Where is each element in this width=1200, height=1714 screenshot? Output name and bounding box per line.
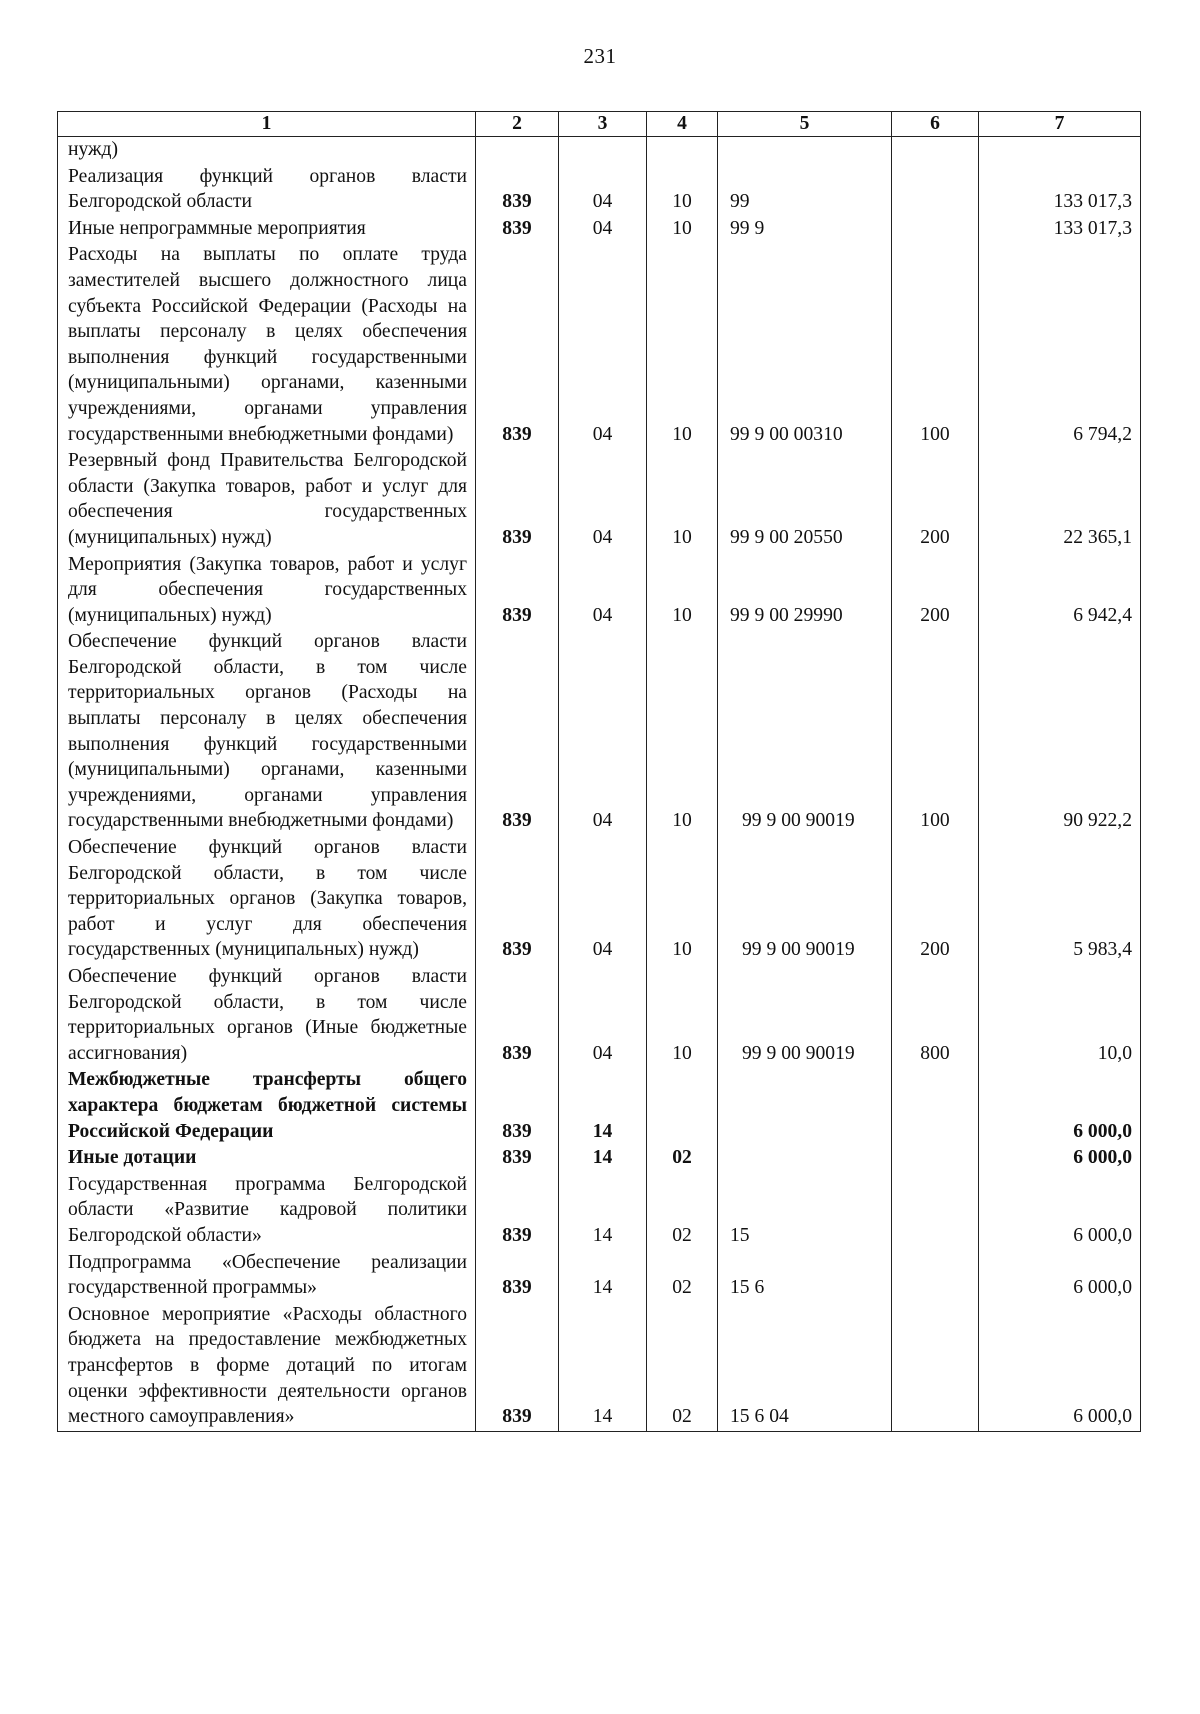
row-target-article-cell: 99 9 00 90019	[718, 835, 892, 964]
row-gr-code-cell: 839	[476, 835, 559, 964]
table-row	[58, 1145, 1141, 1172]
row-section-code-cell: 04	[559, 964, 647, 1067]
row-expense-type-cell	[892, 1145, 979, 1172]
table-row	[58, 242, 1141, 448]
row-gr-code-cell: 839	[476, 1145, 559, 1172]
row-expense-type-cell: 100	[892, 629, 979, 835]
column-header-2: 2	[476, 112, 559, 137]
row-section-code-cell: 14	[559, 1250, 647, 1302]
row-target-article-cell: 99 9 00 90019	[718, 629, 892, 835]
row-target-article-cell: 15 6 04	[718, 1302, 892, 1431]
row-name-cell: Основное мероприятие «Расходы областного бюджета на предоставление межбюджетных трансфертов в форме дотаций по итогам оценки эффективности деятельности органов местного самоуправления»	[58, 1302, 476, 1431]
table-row	[58, 1067, 1141, 1145]
row-expense-type-cell: 200	[892, 448, 979, 551]
row-amount-cell: 90 922,2	[979, 629, 1141, 835]
row-expense-type-cell: 200	[892, 552, 979, 630]
row-target-article-cell: 99 9 00 20550	[718, 448, 892, 551]
row-amount-cell: 6 000,0	[979, 1302, 1141, 1431]
row-name-cell: Межбюджетные трансферты общего характера бюджетам бюджетной системы Российской Федерации	[58, 1067, 476, 1145]
row-subsection-code-cell: 02	[647, 1250, 718, 1302]
row-section-code-cell: 04	[559, 629, 647, 835]
row-section-code-cell: 14	[559, 1067, 647, 1145]
row-subsection-code-cell: 10	[647, 448, 718, 551]
row-subsection-code-cell	[647, 137, 718, 164]
row-name-cell: Иные непрограммные мероприятия	[58, 216, 476, 243]
row-expense-type-cell	[892, 1250, 979, 1302]
row-gr-code-cell: 839	[476, 552, 559, 630]
row-amount-cell: 5 983,4	[979, 835, 1141, 964]
row-subsection-code-cell: 10	[647, 242, 718, 448]
table-body	[58, 137, 1141, 1432]
row-section-code-cell: 04	[559, 448, 647, 551]
row-expense-type-cell	[892, 1172, 979, 1250]
row-gr-code-cell: 839	[476, 242, 559, 448]
table-row	[58, 1302, 1141, 1431]
row-gr-code-cell: 839	[476, 1067, 559, 1145]
row-expense-type-cell: 100	[892, 242, 979, 448]
row-name-cell: Обеспечение функций органов власти Белгородской области, в том числе территориальных органов (Иные бюджетные ассигнования)	[58, 964, 476, 1067]
row-expense-type-cell: 200	[892, 835, 979, 964]
table-row	[58, 216, 1141, 243]
row-target-article-cell: 15	[718, 1172, 892, 1250]
row-target-article-cell	[718, 1145, 892, 1172]
budget-table	[57, 111, 1141, 1432]
row-name-cell: нужд)	[58, 137, 476, 164]
row-target-article-cell	[718, 137, 892, 164]
row-gr-code-cell: 839	[476, 964, 559, 1067]
row-gr-code-cell: 839	[476, 1302, 559, 1431]
table-row	[58, 629, 1141, 835]
table-row	[58, 835, 1141, 964]
row-gr-code-cell: 839	[476, 1250, 559, 1302]
row-subsection-code-cell: 10	[647, 552, 718, 630]
row-subsection-code-cell: 10	[647, 164, 718, 216]
row-expense-type-cell	[892, 164, 979, 216]
row-expense-type-cell	[892, 137, 979, 164]
row-amount-cell: 6 000,0	[979, 1145, 1141, 1172]
row-section-code-cell: 14	[559, 1302, 647, 1431]
row-section-code-cell: 14	[559, 1145, 647, 1172]
table-row	[58, 964, 1141, 1067]
column-header-4: 4	[647, 112, 718, 137]
row-gr-code-cell: 839	[476, 164, 559, 216]
row-name-cell: Реализация функций органов власти Белгородской области	[58, 164, 476, 216]
row-gr-code-cell: 839	[476, 448, 559, 551]
table-row	[58, 1250, 1141, 1302]
column-header-5: 5	[718, 112, 892, 137]
row-name-cell: Расходы на выплаты по оплате труда заместителей высшего должностного лица субъекта Российской Федерации (Расходы на выплаты персоналу в целях обеспечения выполнения функций государственными (муниципальными) органами, казенными учреждениями, органами управления государственными внебюджетными фондами)	[58, 242, 476, 448]
table-row	[58, 1172, 1141, 1250]
row-section-code-cell: 14	[559, 1172, 647, 1250]
table-row	[58, 137, 1141, 164]
row-amount-cell: 6 000,0	[979, 1067, 1141, 1145]
row-subsection-code-cell: 10	[647, 964, 718, 1067]
row-subsection-code-cell: 10	[647, 629, 718, 835]
column-header-7: 7	[979, 112, 1141, 137]
table-row	[58, 448, 1141, 551]
row-name-cell: Обеспечение функций органов власти Белгородской области, в том числе территориальных органов (Расходы на выплаты персоналу в целях обеспечения выполнения функций государственными (муниципальными) органами, казенными учреждениями, органами управления государственными внебюджетными фондами)	[58, 629, 476, 835]
header-row	[58, 112, 1141, 137]
row-amount-cell: 6 000,0	[979, 1172, 1141, 1250]
row-subsection-code-cell: 02	[647, 1302, 718, 1431]
row-amount-cell: 6 794,2	[979, 242, 1141, 448]
row-section-code-cell: 04	[559, 552, 647, 630]
row-amount-cell: 6 942,4	[979, 552, 1141, 630]
row-subsection-code-cell: 10	[647, 216, 718, 243]
column-header-3: 3	[559, 112, 647, 137]
row-section-code-cell	[559, 137, 647, 164]
row-amount-cell: 22 365,1	[979, 448, 1141, 551]
row-expense-type-cell	[892, 216, 979, 243]
row-amount-cell: 133 017,3	[979, 164, 1141, 216]
row-target-article-cell: 99 9	[718, 216, 892, 243]
row-amount-cell: 6 000,0	[979, 1250, 1141, 1302]
column-header-1: 1	[58, 112, 476, 137]
row-name-cell: Государственная программа Белгородской области «Развитие кадровой политики Белгородской области»	[58, 1172, 476, 1250]
row-target-article-cell: 99	[718, 164, 892, 216]
row-name-cell: Обеспечение функций органов власти Белгородской области, в том числе территориальных органов (Закупка товаров, работ и услуг для обеспечения государственных (муниципальных) нужд)	[58, 835, 476, 964]
row-target-article-cell: 99 9 00 00310	[718, 242, 892, 448]
page-number: 231	[583, 44, 617, 68]
row-gr-code-cell: 839	[476, 629, 559, 835]
row-name-cell: Резервный фонд Правительства Белгородской области (Закупка товаров, работ и услуг для обеспечения государственных (муниципальных) нужд)	[58, 448, 476, 551]
table-row	[58, 164, 1141, 216]
row-amount-cell: 133 017,3	[979, 216, 1141, 243]
row-target-article-cell	[718, 1067, 892, 1145]
row-name-cell: Иные дотации	[58, 1145, 476, 1172]
row-target-article-cell: 99 9 00 29990	[718, 552, 892, 630]
row-target-article-cell: 15 6	[718, 1250, 892, 1302]
table-row	[58, 552, 1141, 630]
row-name-cell: Мероприятия (Закупка товаров, работ и услуг для обеспечения государственных (муниципальных) нужд)	[58, 552, 476, 630]
row-subsection-code-cell: 10	[647, 835, 718, 964]
row-section-code-cell: 04	[559, 216, 647, 243]
row-target-article-cell: 99 9 00 90019	[718, 964, 892, 1067]
row-subsection-code-cell: 02	[647, 1172, 718, 1250]
row-gr-code-cell: 839	[476, 1172, 559, 1250]
row-subsection-code-cell: 02	[647, 1145, 718, 1172]
row-expense-type-cell: 800	[892, 964, 979, 1067]
row-gr-code-cell	[476, 137, 559, 164]
row-gr-code-cell: 839	[476, 216, 559, 243]
row-expense-type-cell	[892, 1067, 979, 1145]
row-name-cell: Подпрограмма «Обеспечение реализации государственной программы»	[58, 1250, 476, 1302]
row-subsection-code-cell	[647, 1067, 718, 1145]
row-expense-type-cell	[892, 1302, 979, 1431]
column-header-6: 6	[892, 112, 979, 137]
row-section-code-cell: 04	[559, 164, 647, 216]
row-amount-cell: 10,0	[979, 964, 1141, 1067]
row-section-code-cell: 04	[559, 835, 647, 964]
row-section-code-cell: 04	[559, 242, 647, 448]
row-amount-cell	[979, 137, 1141, 164]
